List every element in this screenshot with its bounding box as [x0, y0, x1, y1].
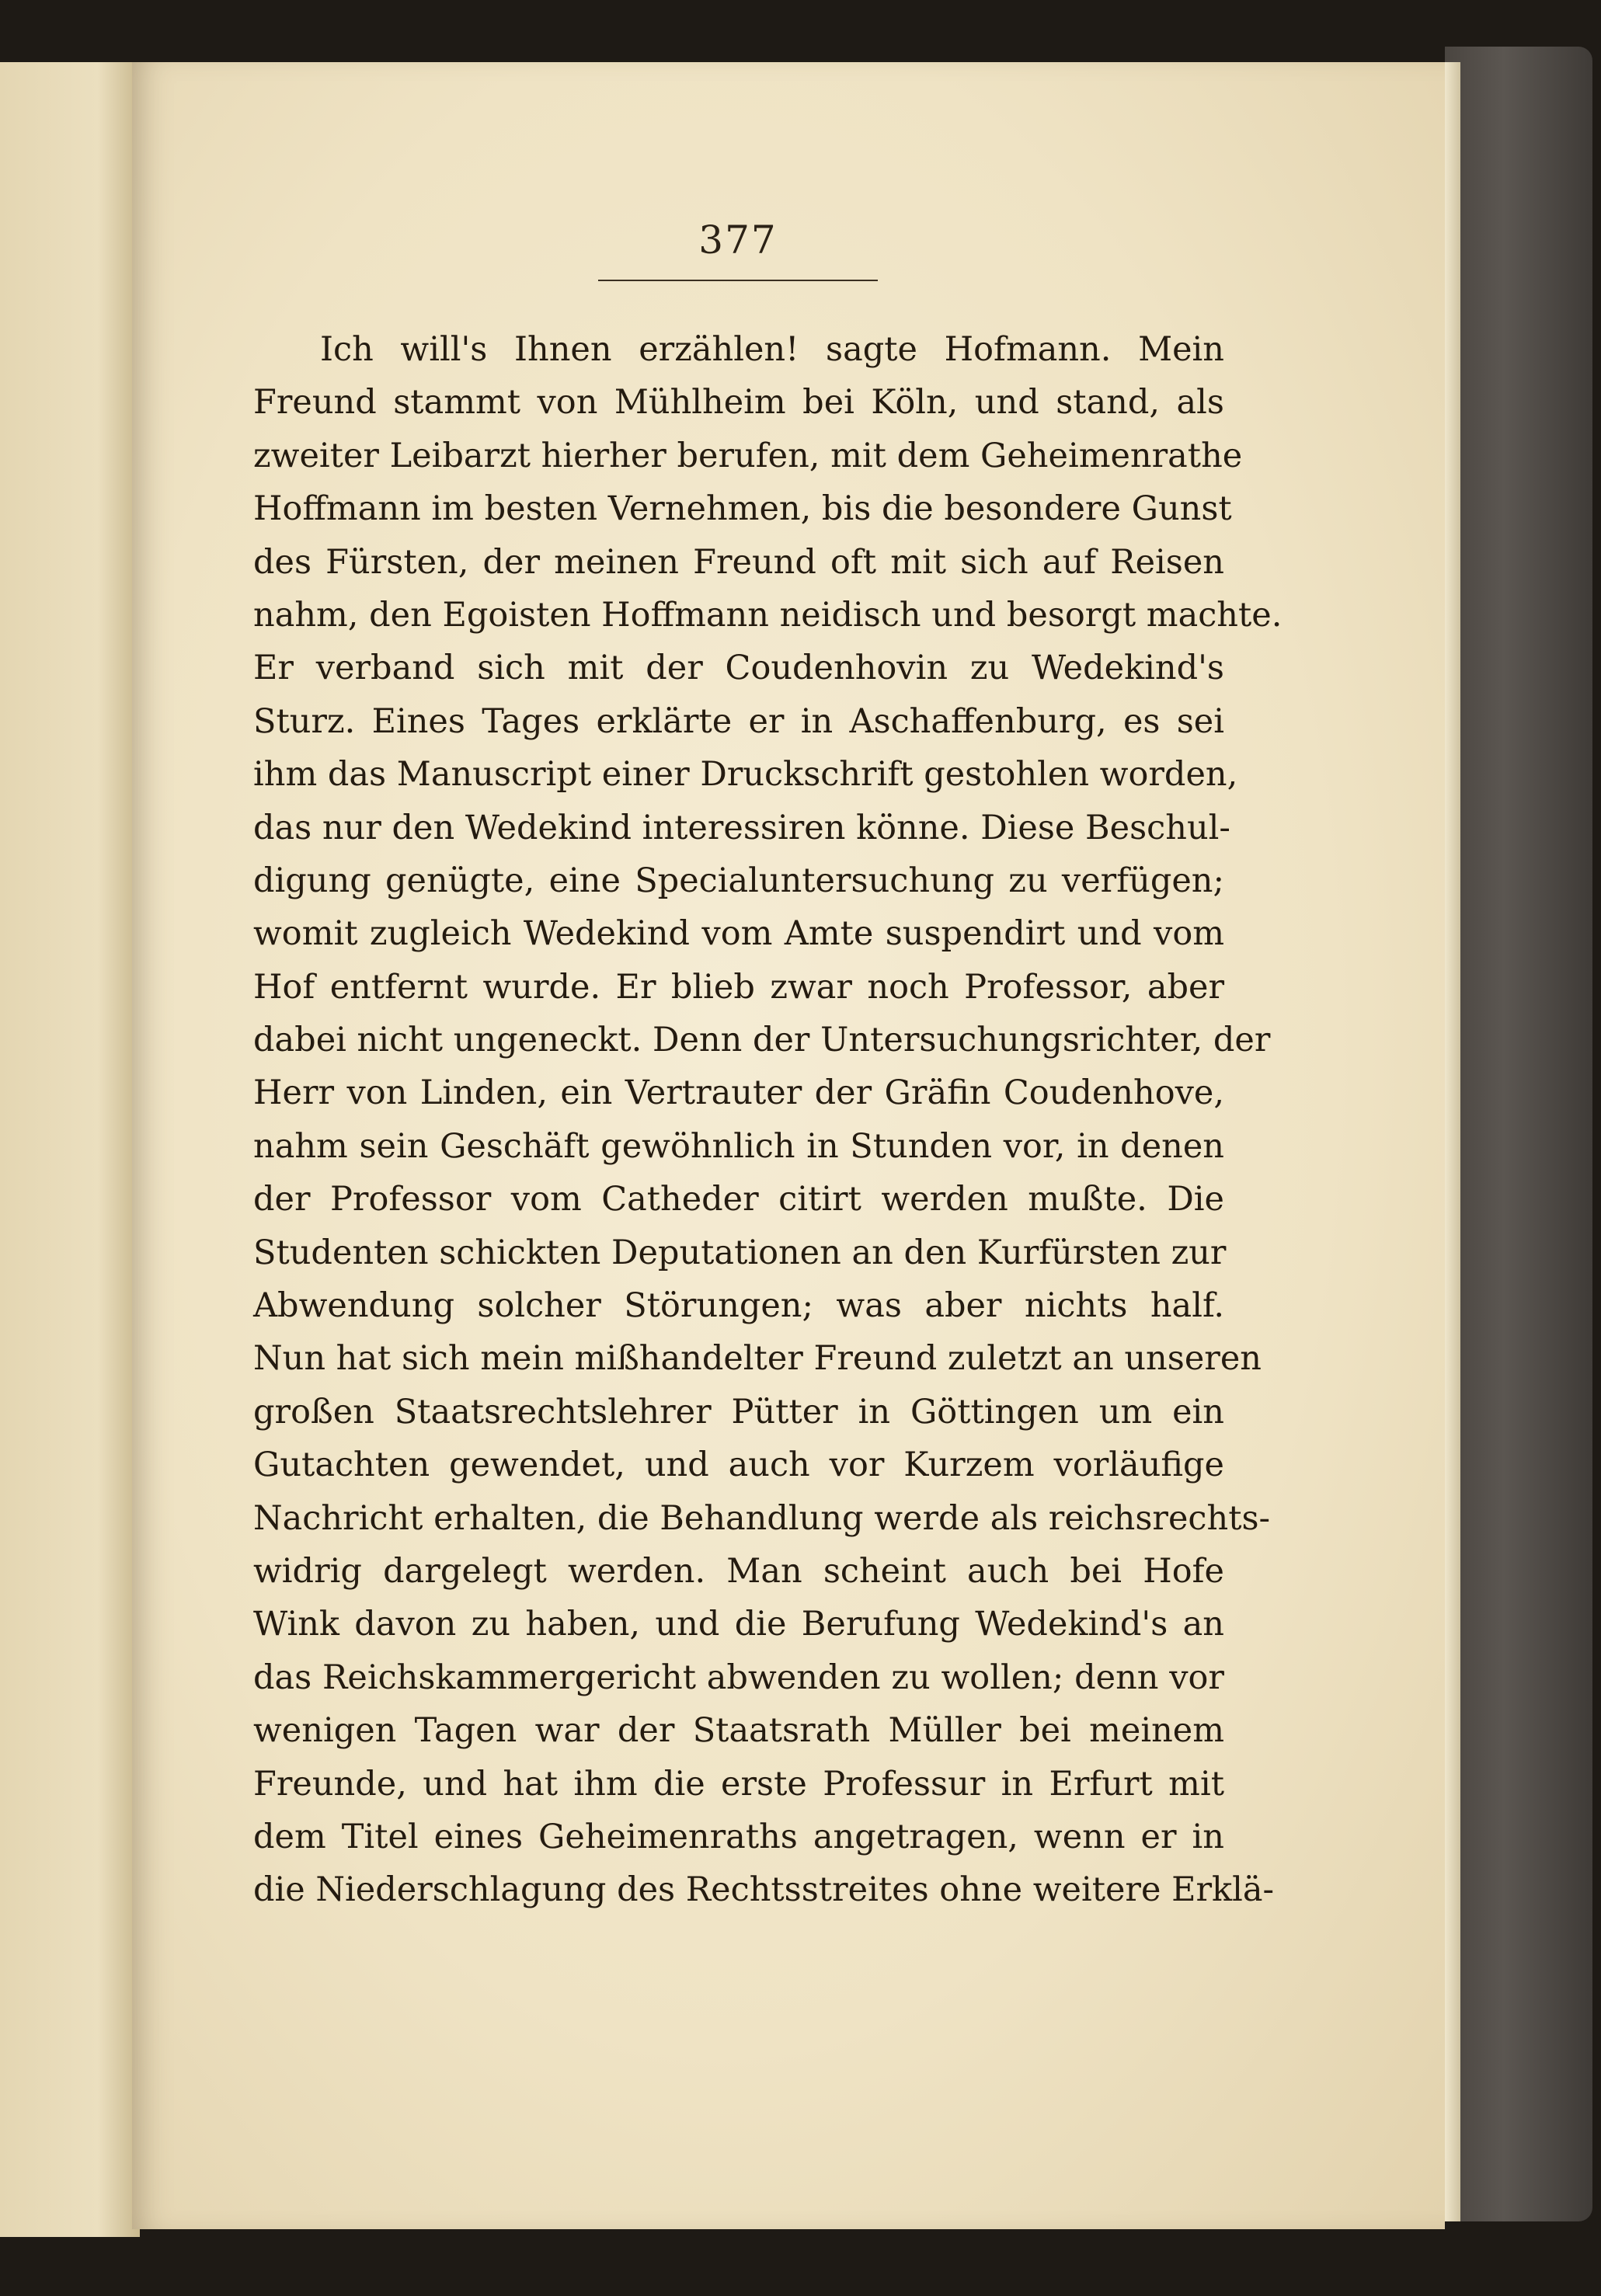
text-line: die Niederschlagung des Rechtsstreites ohne weitere Erklä- [253, 1870, 1275, 1910]
text-line: womit zugleich Wedekind vom Amte suspendirt und vom [253, 914, 1224, 954]
text-line: digung genügte, eine Specialuntersuchung zu verfügen; [253, 861, 1224, 900]
book-cover-edge [1445, 47, 1592, 2221]
text-line: widrig dargelegt werden. Man scheint auch bei Hofe [253, 1551, 1224, 1591]
text-line: wenigen Tagen war der Staatsrath Müller bei meinem [253, 1711, 1224, 1751]
text-line: Nachricht erhalten, die Behandlung werde als reichsrechts- [253, 1498, 1271, 1538]
text-line: Hof entfernt wurde. Er blieb zwar noch Professor, aber [253, 967, 1224, 1007]
text-line: Hoffmann im besten Vernehmen, bis die besondere Gunst [253, 489, 1232, 529]
text-line: Nun hat sich mein mißhandelter Freund zuletzt an unseren [253, 1339, 1262, 1379]
text-line: nahm sein Geschäft gewöhnlich in Stunden vor, in denen [253, 1126, 1224, 1166]
text-line: der Professor vom Catheder citirt werden mußte. Die [253, 1180, 1224, 1219]
text-line: Ich will's Ihnen erzählen! sagte Hofmann. Mein [320, 330, 1224, 369]
text-line: das Reichskammergericht abwenden zu wollen; denn vor [253, 1658, 1224, 1697]
text-line: dabei nicht ungeneckt. Denn der Untersuchungsrichter, der [253, 1021, 1271, 1060]
text-line: Gutachten gewendet, und auch vor Kurzem vorläufige [253, 1445, 1224, 1485]
text-line: ihm das Manuscript einer Druckschrift gestohlen worden, [253, 755, 1238, 795]
text-line: das nur den Wedekind interessiren könne. Diese Beschul- [253, 808, 1230, 847]
text-line: Er verband sich mit der Coudenhovin zu Wedekind's [253, 649, 1224, 688]
text-line: Sturz. Eines Tages erklärte er in Aschaffenburg, es sei [253, 701, 1224, 741]
text-line: nahm, den Egoisten Hoffmann neidisch und besorgt machte. [253, 595, 1283, 635]
text-line: Freund stammt von Mühlheim bei Köln, und stand, als [253, 383, 1224, 423]
text-line: Herr von Linden, ein Vertrauter der Gräfin Coudenhove, [253, 1073, 1224, 1113]
facing-page-edge [0, 62, 140, 2237]
text-line: großen Staatsrechtslehrer Pütter in Göttingen um ein [253, 1392, 1224, 1432]
body-text [253, 323, 1283, 1917]
text-line: des Fürsten, der meinen Freund oft mit sich auf Reisen [253, 542, 1224, 582]
text-line: Studenten schickten Deputationen an den Kurfürsten zur [253, 1233, 1227, 1272]
text-line: Freunde, und hat ihm die erste Professur in Erfurt mit [253, 1764, 1224, 1804]
page-number: 377 [698, 217, 778, 263]
text-line: zweiter Leibarzt hierher berufen, mit dem Geheimenrathe [253, 436, 1243, 475]
text-line: Wink davon zu haben, und die Berufung Wedekind's an [253, 1605, 1224, 1644]
text-line: Abwendung solcher Störungen; was aber nichts half. [253, 1286, 1224, 1326]
text-line: dem Titel eines Geheimenraths angetragen, wenn er in [253, 1817, 1224, 1856]
header-rule [598, 280, 878, 281]
